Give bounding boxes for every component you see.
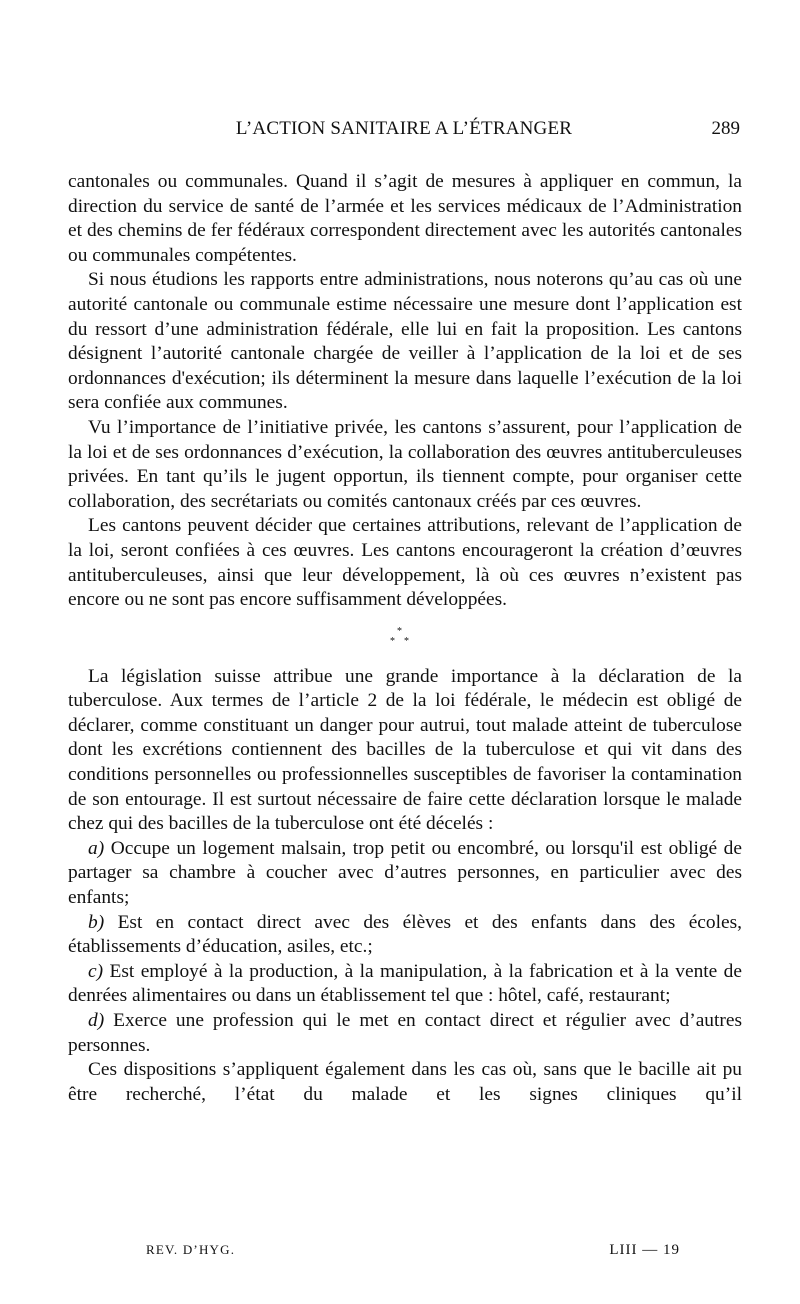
signature-mark: LIII — 19 bbox=[609, 1242, 680, 1258]
asterism-star: * bbox=[397, 625, 402, 637]
paragraph-dispositions: Ces dispositions s’appliquent également dans les cas où, sans que le bacille ait pu être recherché, l’état du malade et les signes cliniques qu’il bbox=[68, 1059, 742, 1105]
paragraph-initiative-privee: Vu l’importance de l’initiative privée, les cantons s’assurent, pour l’application de la loi et de ses ordonnances d’exécution, la collaboration des œuvres antituberculeuses privées. En tant qu’ils le jugent opportun, ils tiennent compte, pour organiser cette collaboration, des secrétariats ou comités cantonaux créés par ces œuvres. bbox=[68, 416, 742, 512]
page-footer bbox=[68, 1242, 740, 1266]
list-text-b: Est en contact direct avec des élèves et des enfants dans des écoles, établissements d’éducation, asiles, etc.; bbox=[68, 911, 742, 958]
list-text-a: Occupe un logement malsain, trop petit ou encombré, ou lorsqu'il est obligé de partager sa chambre à coucher avec d’autres personnes, en particulier avec des enfants; bbox=[68, 837, 742, 909]
body-text bbox=[68, 170, 742, 1107]
paragraph-attributions: Les cantons peuvent décider que certaines attributions, relevant de l’application de la loi, seront confiées à ces œuvres. Les cantons encourageront la création d’œuvres antituberculeuses, ainsi que leur développement, là où ces œuvres n’existent pas encore ou ne sont pas encore suffisamment développées. bbox=[68, 515, 742, 611]
section-separator bbox=[68, 613, 742, 665]
asterism-star: * bbox=[404, 635, 409, 647]
asterism-star: * bbox=[390, 635, 395, 647]
list-marker-a: a) bbox=[88, 837, 105, 859]
list-item-a bbox=[68, 837, 742, 911]
running-title: L’ACTION SANITAIRE A L’ÉTRANGER bbox=[235, 118, 573, 139]
list-item-d bbox=[68, 1009, 742, 1058]
list-text-c: Est employé à la production, à la manipulation, à la fabrication et à la vente de denrées alimentaires ou dans un établissement tel que : hôtel, café, restaurant; bbox=[68, 960, 742, 1007]
list-text-d: Exerce une profession qui le met en contact direct et régulier avec d’autres personnes. bbox=[68, 1010, 742, 1056]
page-header bbox=[68, 118, 740, 148]
list-marker-d: d) bbox=[88, 1010, 105, 1031]
list-marker-c: c) bbox=[88, 960, 104, 982]
paragraph-declaration: La législation suisse attribue une grande importance à la déclaration de la tuberculose. Aux termes de l’article 2 de la loi fédérale, le médecin est obligé de déclarer, comme constituant un danger pour autrui, tout malade atteint de tuberculose dont les excrétions contiennent des bacilles de la tuberculose et qui vit dans des conditions personnelles ou professionnelles susceptibles de favoriser la contamination de son entourage. Il est surtout nécessaire de faire cette déclaration lorsque le malade chez qui des bacilles de la tuberculose ont été décelés : bbox=[68, 665, 742, 835]
list-item-c bbox=[68, 960, 742, 1009]
list-item-b bbox=[68, 911, 742, 960]
paragraph-continuation: cantonales ou communales. Quand il s’agit de mesures à appliquer en commun, la direction du service de santé de l’armée et les services médicaux de l’Administration et des chemins de fer fédéraux correspondent directement avec les autorités cantonales ou communales compétentes. bbox=[68, 171, 742, 266]
paragraph-administrations: Si nous étudions les rapports entre administrations, nous noterons qu’au cas où une autorité cantonale ou communale estime nécessaire une mesure dont l’application est du ressort d’une administration fédérale, elle lui en fait la proposition. Les cantons désignent l’autorité cantonale chargée de veiller à l’application de la loi et de ses ordonnances d'exécution; ils déterminent la mesure dans laquelle l’exécution de la loi sera confiée aux communes. bbox=[68, 269, 742, 414]
page-number: 289 bbox=[711, 118, 740, 139]
list-marker-b: b) bbox=[88, 911, 105, 933]
journal-abbreviation: REV. D’HYG. bbox=[146, 1242, 236, 1257]
